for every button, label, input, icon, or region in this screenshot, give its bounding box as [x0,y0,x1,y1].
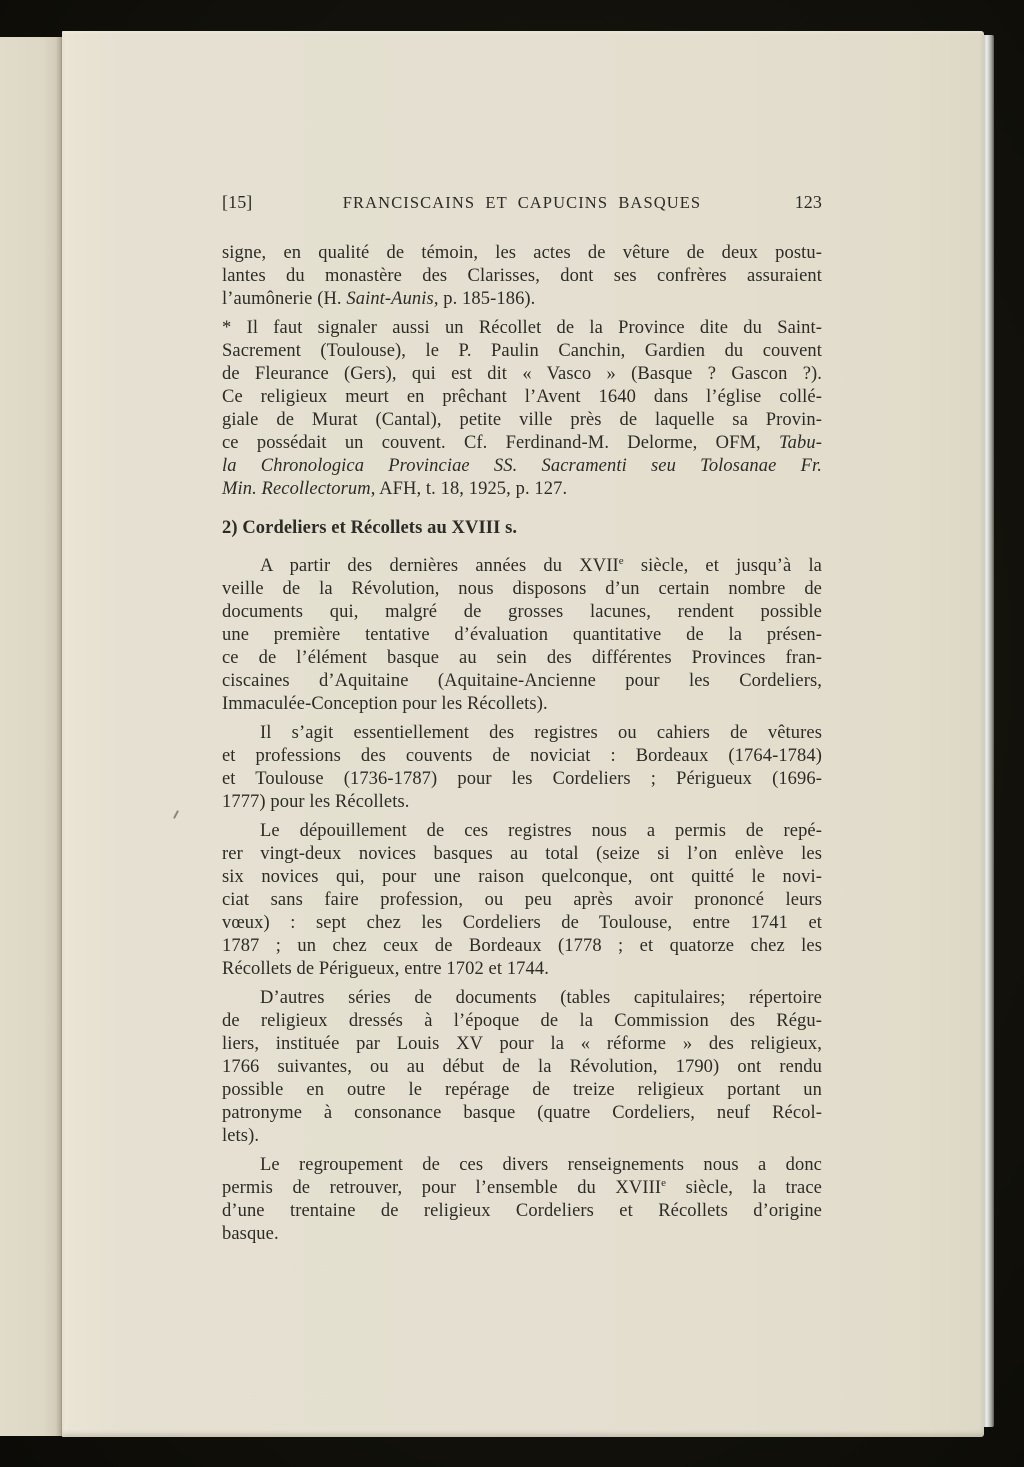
text-line: Ce religieux meurt en prêchant l’Avent 1640 dans l’église collé- [222,387,822,407]
text-line: de Fleurance (Gers), qui est dit « Vasco » (Basque ? Gascon ?). [222,364,822,384]
paragraph [222,820,822,981]
text-line: Récollets de Périgueux, entre 1702 et 1744. [222,959,549,979]
paragraph [222,987,822,1148]
text-line: signe, en qualité de témoin, les actes de vêture de deux postu- [222,243,822,263]
text-line: rer vingt-deux novices basques au total (seize si l’on enlève les [222,844,822,864]
page-body [222,242,822,1246]
book-page [62,31,984,1437]
text-line: liers, instituée par Louis XV pour la « réforme » des religieux, [222,1034,822,1054]
text-line: D’autres séries de documents (tables capitulaires; répertoire [260,988,822,1008]
text-line: permis de retrouver, pour l’ensemble du XVIIIe siècle, la trace [222,1176,822,1198]
text-line: Il s’agit essentiellement des registres ou cahiers de vêtures [260,723,822,743]
text-line: lantes du monastère des Clarisses, dont ses confrères assuraient [222,266,822,286]
text-line: la Chronologica Provinciae SS. Sacramenti seu Tolosanae Fr. [222,456,822,476]
section-heading: 2) Cordeliers et Récollets au XVIII s. [222,518,518,538]
text-line: giale de Murat (Cantal), petite ville près de laquelle sa Provin- [222,410,822,430]
text-line: une première tentative d’évaluation quantitative de la présen- [222,625,822,645]
text-line: lets). [222,1126,260,1146]
text-line: et professions des couvents de noviciat : Bordeaux (1764-1784) [222,746,822,766]
text-line: ciat sans faire profession, ou peu après avoir prononcé leurs [222,890,822,910]
text-line: Immaculée-Conception pour les Récollets). [222,694,548,714]
paragraph [222,317,822,501]
text-line: possible en outre le repérage de treize religieux portant un [222,1080,822,1100]
text-line: 1777) pour les Récollets. [222,792,410,812]
text-line: Sacrement (Toulouse), le P. Paulin Canchin, Gardien du couvent [222,341,822,361]
text-line: 1787 ; un chez ceux de Bordeaux (1778 ; et quatorze chez les [222,936,822,956]
text-line: de religieux dressés à l’époque de la Commission des Régu- [222,1011,822,1031]
page-header [222,191,822,214]
text-line: vœux) : sept chez les Cordeliers de Toulouse, entre 1741 et [222,913,822,933]
text-line: et Toulouse (1736-1787) pour les Cordeliers ; Périgueux (1696- [222,769,822,789]
text-line: Le regroupement de ces divers renseignements nous a donc [260,1155,822,1175]
text-line: documents qui, malgré de grosses lacunes, rendent possible [222,602,822,622]
page-edge-stack [984,35,994,1427]
text-line: Le dépouillement de ces registres nous a permis de repé- [260,821,822,841]
paragraph [222,242,822,311]
text-line: ce possédait un couvent. Cf. Ferdinand-M. Delorme, OFM, Tabu- [222,433,822,453]
text-line: patronyme à consonance basque (quatre Cordeliers, neuf Récol- [222,1103,822,1123]
paragraph [222,1154,822,1246]
text-line: six novices qui, pour une raison quelconque, ont quitté le novi- [222,867,822,887]
text-line: Min. Recollectorum, AFH, t. 18, 1925, p. 127. [222,479,568,499]
page-content [222,191,822,1252]
text-line: d’une trentaine de religieux Cordeliers et Récollets d’origine [222,1201,822,1221]
text-line: basque. [222,1224,279,1244]
running-title: FRANCISCAINS ET CAPUCINS BASQUES [342,193,702,212]
text-line: l’aumônerie (H. Saint-Aunis, p. 185-186). [222,289,536,309]
text-line: 1766 suivantes, ou au début de la Révolution, 1790) ont rendu [222,1057,822,1077]
paragraph [222,555,822,716]
page-number: 123 [794,192,822,212]
text-line: ciscaines d’Aquitaine (Aquitaine-Ancienne pour les Cordeliers, [222,671,822,691]
text-line: ce de l’élément basque au sein des différentes Provinces fran- [222,648,822,668]
text-line: * Il faut signaler aussi un Récollet de la Province dite du Saint- [222,318,822,338]
facing-page-edge [0,37,62,1436]
text-line: veille de la Révolution, nous disposons d’un certain nombre de [222,579,822,599]
margin-speck [173,810,179,819]
text-line: A partir des dernières années du XVIIe siècle, et jusqu’à la [260,554,822,576]
article-locator: [15] [222,192,253,212]
paragraph [222,722,822,814]
